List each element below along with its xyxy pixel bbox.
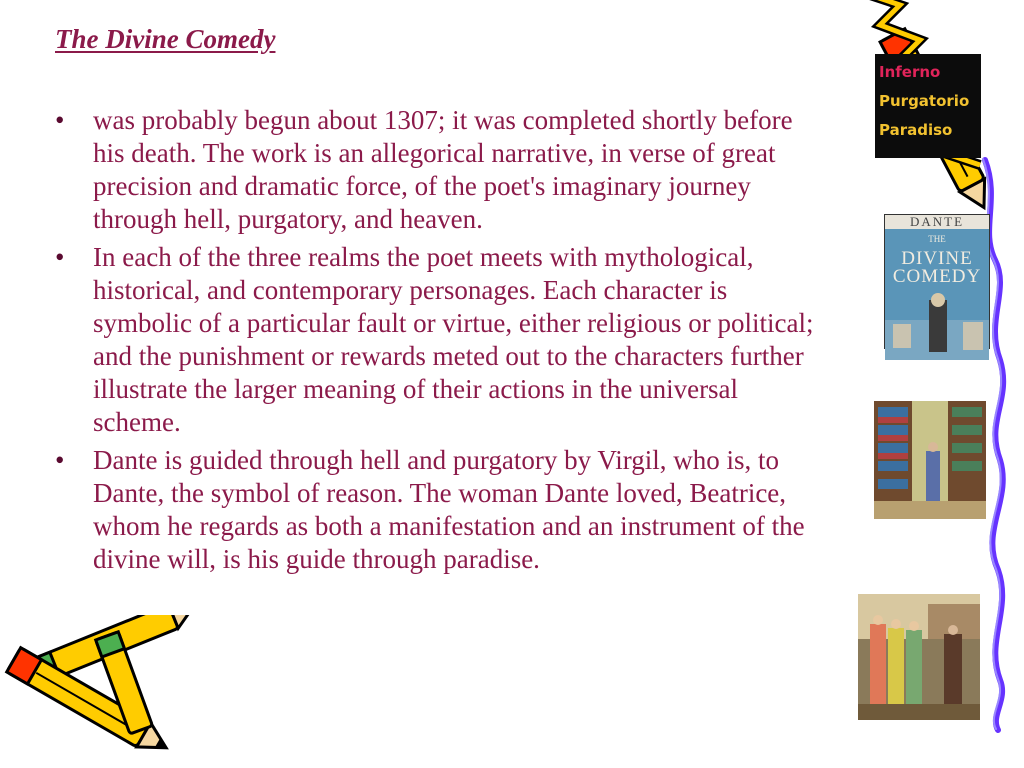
bullet-item — [55, 444, 825, 576]
bullet-text: Dante is guided through hell and purgatory by Virgil, who is, to Dante, the symbol of reason. The woman Dante loved, Beatrice, whom he regards as both a manifestation and an instrument of the divine will, is his guide through paradise. — [93, 445, 805, 574]
book-title-line-1: DIVINE — [901, 248, 973, 269]
bullet-item — [55, 104, 825, 236]
bullet-marker: • — [55, 445, 65, 475]
bullet-marker: • — [55, 242, 65, 272]
book-title-line-2: COMEDY — [892, 266, 982, 287]
menu-item-purgatorio: Purgatorio — [879, 92, 970, 110]
book-small-text: THE — [928, 234, 946, 244]
bullet-text: was probably begun about 1307; it was completed shortly before his death. The work is an allegorical narrative, in verse of great precision and dramatic force, of the poet's imaginary journey through hell, purgatory, and heaven. — [93, 105, 793, 234]
dante-beatrice-painting-image — [858, 594, 980, 720]
bullet-text: In each of the three realms the poet meets with mythological, historical, and contemporary personages. Each character is symbolic of a particular fault or virtue, either religious or political; and the punishment or rewards meted out to the characters further illustrate the larger meaning of their actions in the universal scheme. — [93, 242, 814, 437]
book-illustration — [885, 290, 989, 360]
bullet-item — [55, 241, 825, 439]
menu-item-inferno: Inferno — [879, 63, 941, 81]
inferno-purgatorio-paradiso-image — [875, 54, 981, 158]
bullet-marker: • — [55, 105, 65, 135]
pencil-icon — [0, 615, 210, 765]
library-painting-image — [874, 401, 986, 519]
slide-title: The Divine Comedy — [55, 24, 276, 54]
bullet-list — [55, 104, 825, 581]
menu-item-paradiso: Paradiso — [879, 121, 953, 139]
book-author: DANTE — [885, 215, 989, 229]
divine-comedy-book-cover — [884, 214, 990, 349]
